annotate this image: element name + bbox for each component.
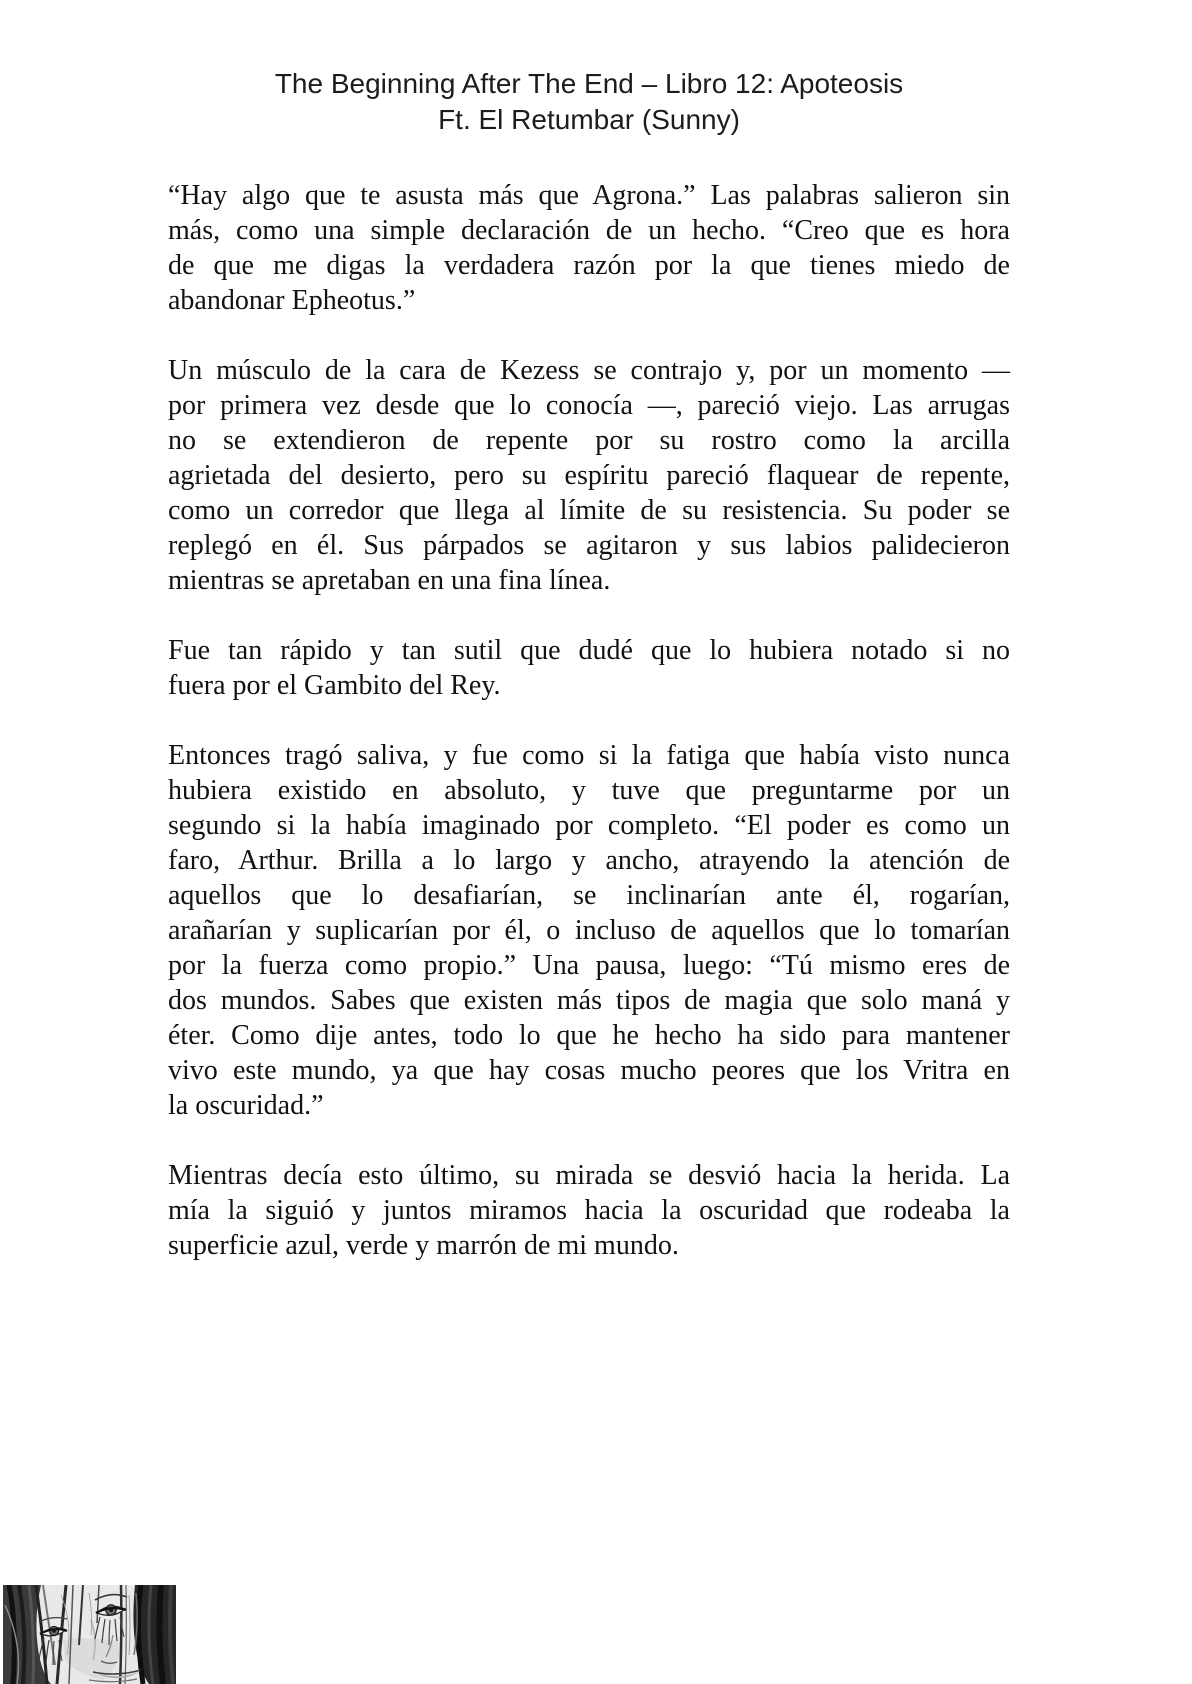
document-title [168, 0, 1010, 138]
text-line: arañarían y suplicarían por él, o incluso de aquellos que lo tomarían [168, 915, 1010, 946]
body-text [168, 178, 1010, 1263]
text-line: Mientras decía esto último, su mirada se desvió hacia la herida. La [168, 1160, 1010, 1191]
paragraph [168, 1158, 1010, 1263]
text-line: “Hay algo que te asusta más que Agrona.” Las palabras salieron sin [168, 180, 1010, 211]
title-line-1: The Beginning After The End – Libro 12: Apoteosis [274, 68, 904, 99]
text-line: superficie azul, verde y marrón de mi mundo. [168, 1230, 679, 1261]
text-line: dos mundos. Sabes que existen más tipos de magia que solo maná y [168, 985, 1010, 1016]
text-line: faro, Arthur. Brilla a lo largo y ancho, atrayendo la atención de [168, 845, 1010, 876]
text-line: como un corredor que llega al límite de su resistencia. Su poder se [168, 495, 1010, 526]
text-line: éter. Como dije antes, todo lo que he hecho ha sido para mantener [168, 1020, 1010, 1051]
text-line: hubiera existido en absoluto, y tuve que preguntarme por un [168, 775, 1010, 806]
text-line: abandonar Epheotus.” [168, 285, 416, 316]
text-line: la oscuridad.” [168, 1090, 324, 1121]
text-line: mía la siguió y juntos miramos hacia la oscuridad que rodeaba la [168, 1195, 1010, 1226]
paragraph [168, 353, 1010, 598]
text-line: no se extendieron de repente por su rostro como la arcilla [168, 425, 1010, 456]
text-line: agrietada del desierto, pero su espíritu pareció flaquear de repente, [168, 460, 1010, 491]
text-line: replegó en él. Sus párpados se agitaron y sus labios palidecieron [168, 530, 1010, 561]
text-line: más, como una simple declaración de un hecho. “Creo que es hora [168, 215, 1010, 246]
text-line: por primera vez desde que lo conocía —, pareció viejo. Las arrugas [168, 390, 1010, 421]
text-line: Un músculo de la cara de Kezess se contrajo y, por un momento — [168, 355, 1010, 386]
text-line: de que me digas la verdadera razón por la que tienes miedo de [168, 250, 1010, 281]
paragraph [168, 178, 1010, 318]
text-line: Fue tan rápido y tan sutil que dudé que lo hubiera notado si no [168, 635, 1010, 666]
text-line: fuera por el Gambito del Rey. [168, 670, 501, 701]
text-line: Entonces tragó saliva, y fue como si la fatiga que había visto nunca [168, 740, 1010, 771]
title-line-2: Ft. El Retumbar (Sunny) [438, 104, 740, 135]
text-line: aquellos que lo desafiarían, se inclinarían ante él, rogarían, [168, 880, 1010, 911]
manga-face-illustration [3, 1585, 176, 1684]
text-line: vivo este mundo, ya que hay cosas mucho peores que los Vritra en [168, 1055, 1010, 1086]
text-line: por la fuerza como propio.” Una pausa, luego: “Tú mismo eres de [168, 950, 1010, 981]
text-line: mientras se apretaban en una fina línea. [168, 565, 611, 596]
paragraph [168, 633, 1010, 703]
paragraph [168, 738, 1010, 1123]
text-line: segundo si la había imaginado por completo. “El poder es como un [168, 810, 1010, 841]
